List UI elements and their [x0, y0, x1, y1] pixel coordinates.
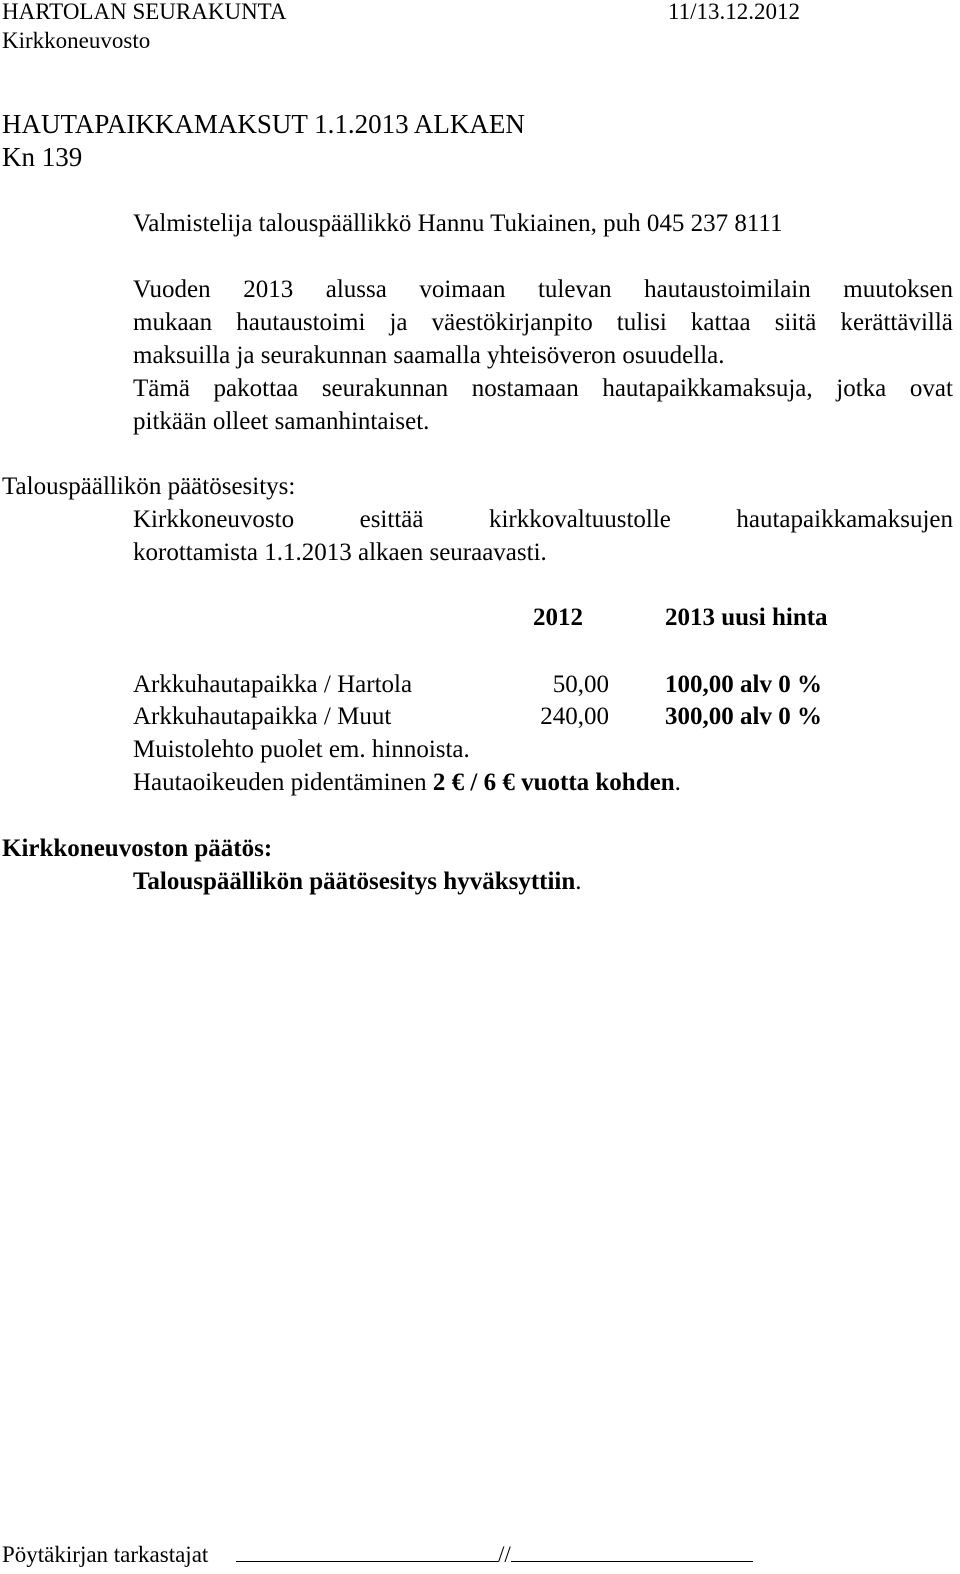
fee-row-name: Arkkuhautapaikka / Muut	[133, 703, 392, 730]
fee-row-name: Arkkuhautapaikka / Hartola	[133, 671, 413, 698]
fee-row-new-price: 300,00 alv 0 %	[665, 703, 822, 730]
intro-line-5: pitkään olleet samanhintaiset.	[133, 408, 430, 435]
org-name: HARTOLAN SEURAKUNTA	[2, 0, 287, 24]
intro-word: hautaustoimilain	[644, 276, 811, 303]
extension-fee-amount: 2 € / 6 € vuotta kohden	[432, 769, 675, 796]
extension-fee-line	[133, 766, 681, 799]
intro-word: kerättävillä	[840, 309, 953, 336]
fee-row-new-price: 100,00 alv 0 %	[665, 671, 822, 698]
intro-word: muutoksen	[843, 276, 953, 303]
extension-fee-prefix: Hautaoikeuden pidentäminen	[133, 769, 433, 796]
extension-fee-suffix: .	[674, 769, 681, 796]
column-header-2013: 2013 uusi hinta	[665, 604, 828, 631]
intro-word: 2013	[243, 276, 294, 303]
intro-word: mukaan	[133, 309, 213, 336]
intro-word: Tämä	[133, 375, 190, 402]
decision-text-bold: Talouspäällikön päätösesitys hyväksyttiin	[133, 868, 576, 895]
intro-word: hautaustoimi	[236, 309, 366, 336]
signature-line-1	[236, 1539, 498, 1562]
intro-word: kattaa	[690, 309, 751, 336]
intro-line-4	[133, 372, 953, 405]
decision-text-suffix: .	[575, 868, 582, 895]
meeting-body: Kirkkoneuvosto	[2, 28, 151, 53]
intro-word: alussa	[325, 276, 387, 303]
proposal-word: kirkkovaltuustolle	[488, 506, 671, 533]
intro-line-1	[133, 273, 953, 306]
intro-word: seurakunnan	[321, 375, 449, 402]
intro-word: hautapaikkamaksuja,	[602, 375, 813, 402]
intro-line-2	[133, 306, 953, 339]
proposal-label: Talouspäällikön päätösesitys:	[2, 473, 296, 500]
signature-separator: //	[498, 1542, 511, 1567]
intro-word: ja	[389, 309, 408, 336]
proposal-word: esittää	[359, 506, 424, 533]
fee-row-old-price: 240,00	[540, 703, 609, 730]
decision-text	[133, 865, 582, 898]
column-header-2012: 2012	[533, 604, 583, 631]
intro-line-3: maksuilla ja seurakunnan saamalla yhteisöveron osuudella.	[133, 342, 725, 369]
decision-label: Kirkkoneuvoston päätös:	[2, 835, 273, 862]
intro-word: tulisi	[616, 309, 667, 336]
proposal-word: hautapaikkamaksujen	[736, 506, 953, 533]
minutes-checkers-line	[2, 1538, 753, 1571]
intro-word: pakottaa	[213, 375, 299, 402]
intro-word: väestökirjanpito	[431, 309, 593, 336]
proposal-word: Kirkkoneuvosto	[133, 506, 295, 533]
intro-word: nostamaan	[471, 375, 579, 402]
intro-word: ovat	[909, 375, 953, 402]
minutes-checkers-label: Pöytäkirjan tarkastajat	[2, 1542, 209, 1567]
preparer-line: Valmistelija talouspäällikkö Hannu Tukiainen, puh 045 237 8111	[133, 210, 783, 237]
intro-word: tulevan	[537, 276, 612, 303]
memorial-grove-note: Muistolehto puolet em. hinnoista.	[133, 736, 470, 763]
document-title: HAUTAPAIKKAMAKSUT 1.1.2013 ALKAEN	[2, 109, 525, 139]
document-reference: 11/13.12.2012	[668, 0, 801, 24]
proposal-line-1	[133, 503, 953, 536]
item-number: Kn 139	[2, 142, 83, 172]
intro-word: jotka	[836, 375, 887, 402]
proposal-line-2: korottamista 1.1.2013 alkaen seuraavasti.	[133, 539, 547, 566]
fee-row-old-price: 50,00	[552, 671, 609, 698]
signature-line-2	[511, 1539, 753, 1562]
intro-word: voimaan	[419, 276, 506, 303]
intro-word: Vuoden	[133, 276, 211, 303]
intro-word: siitä	[774, 309, 817, 336]
